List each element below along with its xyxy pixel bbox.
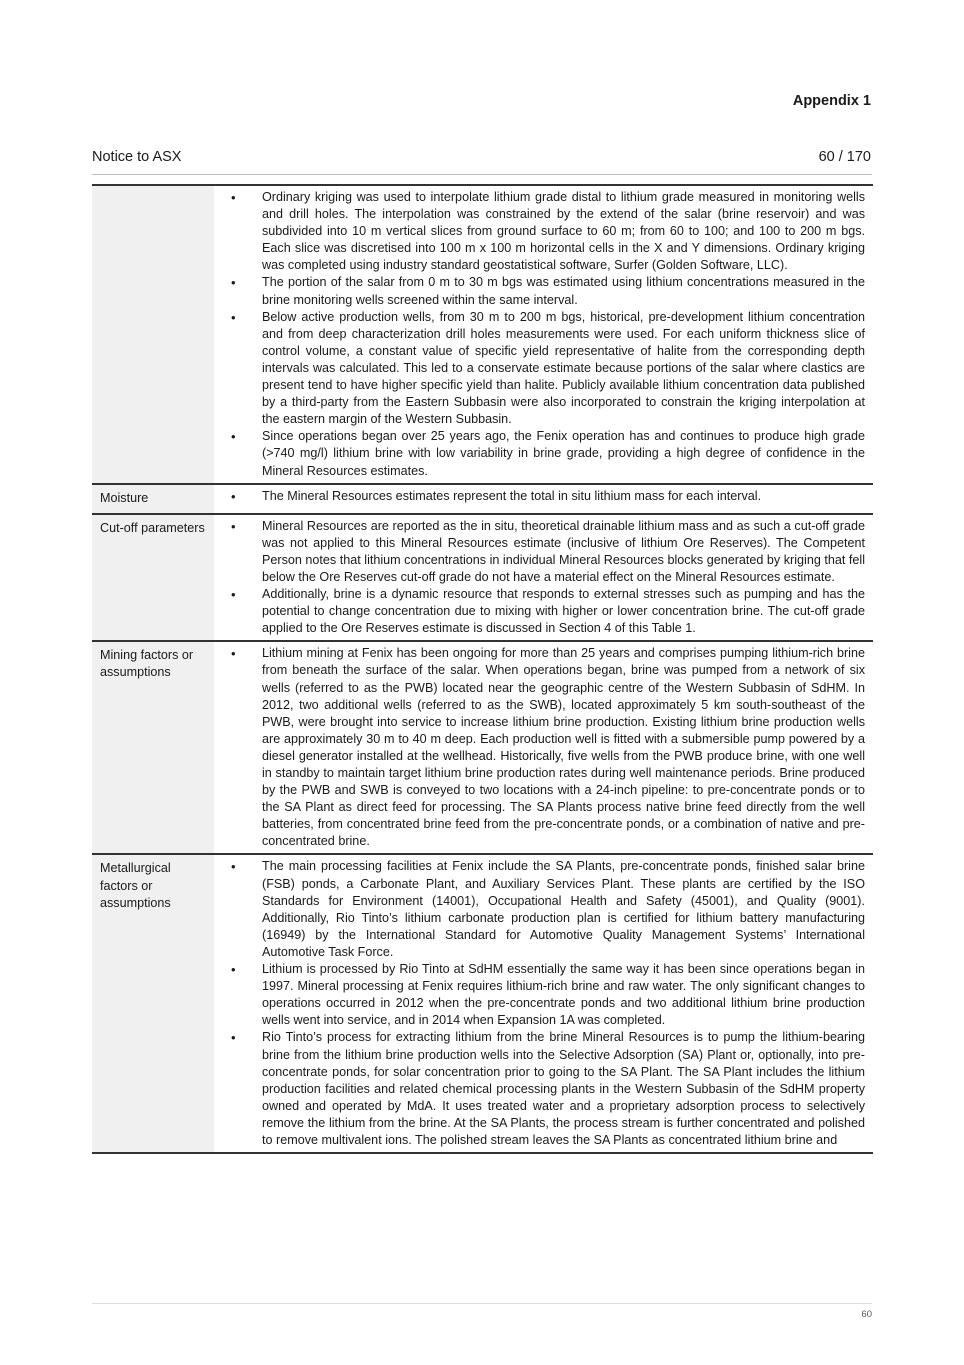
row-label: Metallurgical factors or assumptions (92, 854, 214, 1153)
page-number: 60 (861, 1309, 872, 1320)
list-item: • Mineral Resources are reported as the in situ, theoretical drainable lithium mass and as such a cut-off grade was not applied to this Mineral Resources estimate (inclusive of lithium Ore Reserves). The Competent Person notes that lithium concentrations in individual Mineral Resources blocks generated by kriging that fell below the Ore Reserves cut-off grade do not have a material effect on the Mineral Resources estimate. (214, 518, 865, 586)
list-item: • Since operations began over 25 years ago, the Fenix operation has and continues to produce high grade (>740 mg/l) lithium brine with low variability in brine grade, providing a high degree of confidence in the Mineral Resources estimates. (214, 428, 865, 479)
bullet-list (214, 189, 865, 480)
table-row (92, 514, 873, 642)
table-row (92, 641, 873, 854)
list-item: • The main processing facilities at Fenix include the SA Plants, pre-concentrate ponds, finished salar brine (FSB) ponds, a Carbonate Plant, and Auxiliary Services Plant. These plants are certified by the ISO Standards for Environment (14001), Occupational Health and Safety (45001), and Quality (9001). Additionally, Rio Tinto’s lithium carbonate production plan is certified for lithium battery manufacturing (16949) by the International Standard for Automotive Quality Management Systems’ International Automotive Task Force. (214, 858, 865, 961)
row-label (92, 185, 214, 484)
row-content (214, 484, 873, 514)
list-item: • Lithium mining at Fenix has been ongoing for more than 25 years and comprises pumping lithium-rich brine from beneath the surface of the salar. When operations began, brine was pumped from a network of six wells (referred to as the PWB) located near the geographic centre of the Western Subbasin of SdHM. In 2012, two additional wells (referred to as the SWB), located approximately 5 km south-southeast of the PWB, were brought into service to increase lithium brine production. Existing lithium brine production wells are approximately 30 m to 40 m deep. Each production well is fitted with a submersible pump powered by a diesel generator installed at the wellhead. Historically, five wells from the PWB produce brine, with one well in standby to maintain target lithium brine production rates during well maintenance periods. Brine produced by the PWB and SWB is conveyed to two locations with a 24-inch pipeline: to pre-concentrate ponds or to the SA Plant as direct feed for processing. The SA Plants process native brine feed directly from the well batteries, from concentrated brine feed from the pre-concentrate ponds, or a combination of native and pre-concentrated brine. (214, 645, 865, 850)
row-label: Cut-off parameters (92, 514, 214, 642)
row-content (214, 185, 873, 484)
bullet-list (214, 858, 865, 1149)
bullet-list (214, 518, 865, 638)
row-content (214, 641, 873, 854)
table-row (92, 484, 873, 514)
row-content (214, 514, 873, 642)
list-item: • Ordinary kriging was used to interpolate lithium grade distal to lithium grade measured in monitoring wells and drill holes. The interpolation was constrained by the extend of the salar (brine reservoir) and was subdivided into 10 m vertical slices from ground surface to 60 m; from 60 to 100; and 100 to 200 m bgs. Each slice was discretised into 100 m x 100 m horizontal cells in the X and Y dimensions. Ordinary kriging was completed using industry standard geostatistical software, Surfer (Golden Software, LLC). (214, 189, 865, 274)
row-label: Mining factors or assumptions (92, 641, 214, 854)
page-counter: 60 / 170 (818, 149, 871, 165)
list-item: • The Mineral Resources estimates represent the total in situ lithium mass for each interval. (214, 488, 865, 505)
table-row (92, 185, 873, 484)
table-row (92, 854, 873, 1153)
list-item: • Below active production wells, from 30 m to 200 m bgs, historical, pre-development lithium concentration and from deep characterization drill holes measurements were used. For each uniform thickness slice of control volume, a constant value of specific yield representative of halite from the corresponding depth intervals was calculated. This led to a conservate estimate because portions of the salar where clastics are present tend to have higher specific yield than halite. Publicly available lithium concentration data published by a third-party from the Eastern Subbasin were also incorporated to constrain the kriging interpolation at the eastern margin of the Western Subbasin. (214, 309, 865, 429)
list-item: • The portion of the salar from 0 m to 30 m bgs was estimated using lithium concentrations measured in the brine monitoring wells screened within the same interval. (214, 274, 865, 308)
appendix-label: Appendix 1 (792, 93, 871, 109)
footer-divider (92, 1303, 872, 1304)
list-item: • Additionally, brine is a dynamic resource that responds to external stresses such as pumping and has the potential to change concentration due to mixing with higher or lower concentration brine. The cut-off grade applied to the Ore Reserves estimate is discussed in Section 4 of this Table 1. (214, 586, 865, 637)
jorc-table (92, 184, 873, 1154)
bullet-list (214, 488, 865, 505)
bullet-list (214, 645, 865, 850)
document-title: Notice to ASX (92, 149, 182, 165)
header-divider (92, 174, 872, 175)
list-item: • Lithium is processed by Rio Tinto at SdHM essentially the same way it has been since operations began in 1997. Mineral processing at Fenix requires lithium-rich brine and raw water. The only significant changes to operations occurred in 2012 when the pre-concentrate ponds and two additional lithium brine production wells went into service, and in 2014 when Expansion 1A was completed. (214, 961, 865, 1029)
list-item: • Rio Tinto’s process for extracting lithium from the brine Mineral Resources is to pump the lithium-bearing brine from the lithium brine production wells into the Selective Adsorption (SA) Plant or, optionally, into pre-concentrate ponds, for solar concentration prior to going to the SA Plant. The SA Plant includes the lithium production facilities and related chemical processing plants in the Western Subbasin of the SdHM property owned and operated by MdA. It uses treated water and a proprietary adsorption process to selectively remove the lithium from the brine. At the SA Plants, the process stream is further concentrated and polished to remove multivalent ions. The polished stream leaves the SA Plants as concentrated lithium brine and (214, 1029, 865, 1149)
row-label: Moisture (92, 484, 214, 514)
row-content (214, 854, 873, 1153)
